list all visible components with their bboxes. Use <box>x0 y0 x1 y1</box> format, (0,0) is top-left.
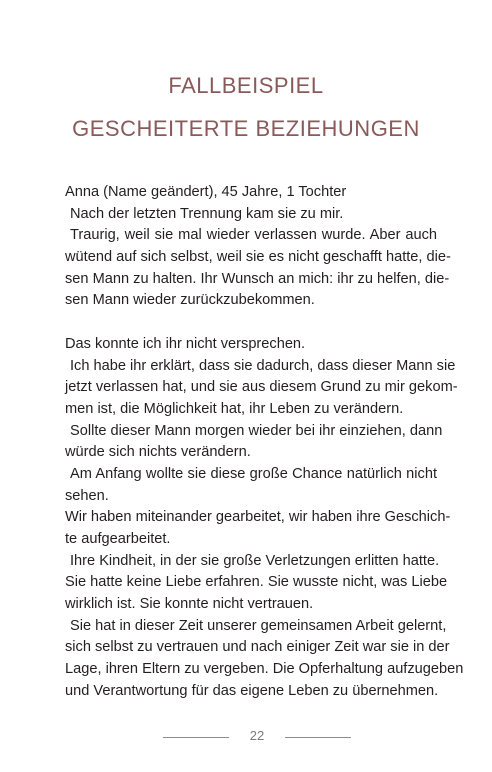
text-line: Das konnte ich ihr nicht versprechen. <box>65 335 306 352</box>
text-line: und Verantwortung für das eigene Leben zu übernehmen. <box>65 682 439 699</box>
text-line: wirklich ist. Sie konnte nicht vertrauen. <box>65 596 314 613</box>
text-line: Am Anfang wollte sie diese große Chance natürlich nicht <box>70 465 437 482</box>
heading-line-2: GESCHEITERTE BEZIEHUNGEN <box>72 116 420 141</box>
text-line: sen Mann wieder zurückzubekommen. <box>65 292 315 309</box>
text-line: Traurig, weil sie mal wieder verlassen wurde. Aber auch <box>70 227 437 244</box>
text-line: men ist, die Möglichkeit hat, ihr Leben zu verändern. <box>65 400 404 417</box>
body-text <box>65 182 464 703</box>
text-line: jetzt verlassen hat, und sie aus diesem Grund zu mir gekom- <box>65 379 458 396</box>
text-line: Anna (Name geändert), 45 Jahre, 1 Tochter <box>65 184 347 200</box>
text-line: wütend auf sich selbst, weil sie es nicht geschafft hatte, die- <box>65 249 451 266</box>
text-line: Ihre Kindheit, in der sie große Verletzungen erlitten hatte. <box>70 552 440 569</box>
footer-rule-right <box>285 737 351 738</box>
text-line: würde sich nichts verändern. <box>65 444 251 461</box>
text-line: Sollte dieser Mann morgen wieder bei ihr einziehen, dann <box>70 422 443 439</box>
text-line: Sie hatte keine Liebe erfahren. Sie wusste nicht, was Liebe <box>65 574 448 591</box>
blank-line <box>65 312 437 334</box>
page-number: 22 <box>249 728 265 743</box>
page-footer <box>0 727 492 747</box>
text-line: Nach der letzten Trennung kam sie zu mir. <box>70 205 344 222</box>
heading-line-1: FALLBEISPIEL <box>168 73 324 98</box>
text-line: Wir haben miteinander gearbeitet, wir haben ihre Geschich- <box>65 509 451 526</box>
text-line: Ich habe ihr erklärt, dass sie dadurch, dass dieser Mann sie <box>70 357 456 374</box>
text-line: Lage, ihren Eltern zu vergeben. Die Opferhaltung aufzugeben <box>65 661 464 678</box>
text-line: sich selbst zu vertrauen und nach einiger Zeit war sie in der <box>65 639 450 656</box>
footer-rule-left <box>163 737 229 738</box>
text-line: sen Mann zu halten. Ihr Wunsch an mich: ihr zu helfen, die- <box>65 270 450 287</box>
text-line: sehen. <box>65 487 109 504</box>
text-line: Sie hat in dieser Zeit unserer gemeinsamen Arbeit gelernt, <box>70 617 447 634</box>
text-line: te aufgearbeitet. <box>65 531 171 547</box>
